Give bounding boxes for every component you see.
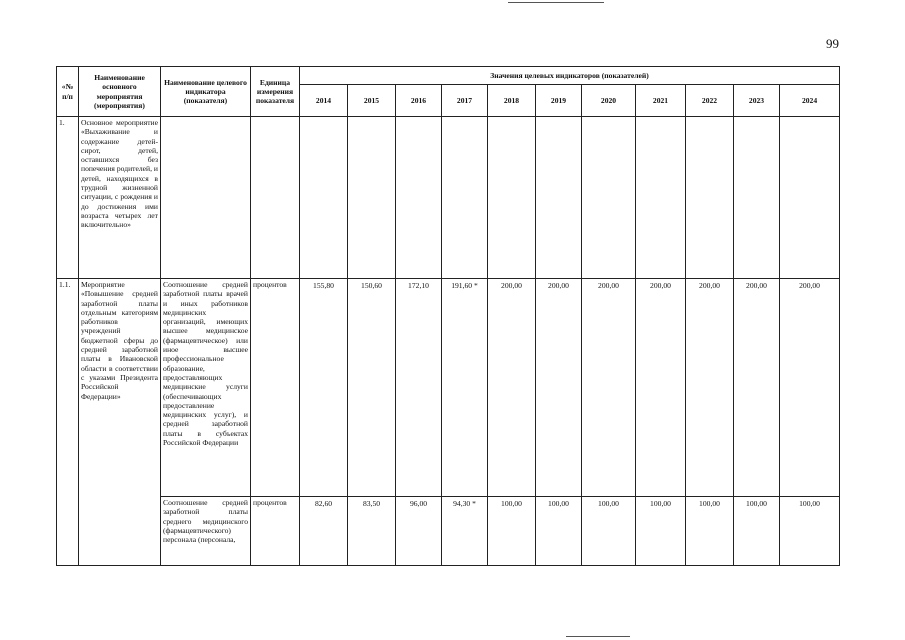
header-year: 2020 xyxy=(582,85,636,117)
value-cell: 100,00 xyxy=(780,497,840,566)
header-year: 2019 xyxy=(536,85,582,117)
value-cell: 155,80 xyxy=(300,279,348,497)
value-cell xyxy=(300,117,348,279)
row-number: 1. xyxy=(57,117,79,279)
value-cell xyxy=(734,117,780,279)
header-year: 2023 xyxy=(734,85,780,117)
indicator-name xyxy=(161,117,251,279)
value-cell: 96,00 xyxy=(396,497,442,566)
header-indicator: Наименование целевого индикатора (показателя) xyxy=(161,67,251,117)
value-cell: 200,00 xyxy=(582,279,636,497)
value-cell: 172,10 xyxy=(396,279,442,497)
header-year: 2017 xyxy=(442,85,488,117)
indicator-name xyxy=(161,497,251,566)
value-cell: 100,00 xyxy=(488,497,536,566)
value-cell: 200,00 xyxy=(636,279,686,497)
value-cell: 100,00 xyxy=(734,497,780,566)
scan-artifact-bottom xyxy=(566,636,630,637)
value-cell xyxy=(536,117,582,279)
header-year: 2015 xyxy=(348,85,396,117)
header-year: 2022 xyxy=(686,85,734,117)
unit: процентов xyxy=(251,279,300,497)
table-row xyxy=(57,497,840,566)
value-cell xyxy=(348,117,396,279)
value-cell: 100,00 xyxy=(636,497,686,566)
value-cell: 100,00 xyxy=(686,497,734,566)
indicator-name: Соотношение средней заработной платы врачей и иных работников медицинских организаций, имеющих высшее медицинское (фармацевтическое) или иное высшее профессиональное образование, предоставляющих медицинские услуги (обеспечивающих предоставление медицинских услуг), и средней заработной платы в субъектах Российской Федерации xyxy=(161,279,251,497)
value-cell xyxy=(780,117,840,279)
value-cell xyxy=(488,117,536,279)
value-cell: 100,00 xyxy=(582,497,636,566)
value-cell xyxy=(442,117,488,279)
header-values: Значения целевых индикаторов (показателей) xyxy=(300,67,840,85)
value-cell: 191,60 * xyxy=(442,279,488,497)
value-cell xyxy=(636,117,686,279)
header-number: «№ п/п xyxy=(57,67,79,117)
header-year: 2014 xyxy=(300,85,348,117)
event-name: Основное мероприятие «Выхаживание и содержание детей-сирот, детей, оставшихся без попечения родителей, и детей, находящихся в трудной жизненной ситуации, с рождения и до достижения ими возраста четырех лет включительно» xyxy=(79,117,161,279)
table-row xyxy=(57,117,840,279)
value-cell: 150,60 xyxy=(348,279,396,497)
header-year: 2024 xyxy=(780,85,840,117)
value-cell xyxy=(686,117,734,279)
value-cell: 100,00 xyxy=(536,497,582,566)
row-number: 1.1. xyxy=(57,279,79,566)
indicator-name-text: Соотношение средней заработной платы среднего медицинского (фармацевтического) персонала (персонала, xyxy=(163,498,248,545)
page-number: 99 xyxy=(826,36,839,51)
value-cell: 200,00 xyxy=(488,279,536,497)
header-year: 2018 xyxy=(488,85,536,117)
unit xyxy=(251,117,300,279)
value-cell: 94,30 * xyxy=(442,497,488,566)
value-cell xyxy=(582,117,636,279)
indicators-table xyxy=(56,66,840,566)
unit: процентов xyxy=(251,497,300,566)
value-cell: 83,50 xyxy=(348,497,396,566)
header-unit: Единица измерения показателя xyxy=(251,67,300,117)
value-cell: 200,00 xyxy=(536,279,582,497)
value-cell xyxy=(396,117,442,279)
header-year: 2016 xyxy=(396,85,442,117)
value-cell: 82,60 xyxy=(300,497,348,566)
header-event: Наименование основного мероприятия (мероприятия) xyxy=(79,67,161,117)
value-cell: 200,00 xyxy=(734,279,780,497)
value-cell: 200,00 xyxy=(780,279,840,497)
value-cell: 200,00 xyxy=(686,279,734,497)
event-name: Мероприятие «Повышение средней заработной платы отдельным категориям работников учреждений бюджетной сферы до средней заработной платы в Ивановской области в соответствии с указами Президента Российской Федерации» xyxy=(79,279,161,566)
table-row xyxy=(57,279,840,497)
header-year: 2021 xyxy=(636,85,686,117)
scan-artifact-top xyxy=(508,2,604,3)
